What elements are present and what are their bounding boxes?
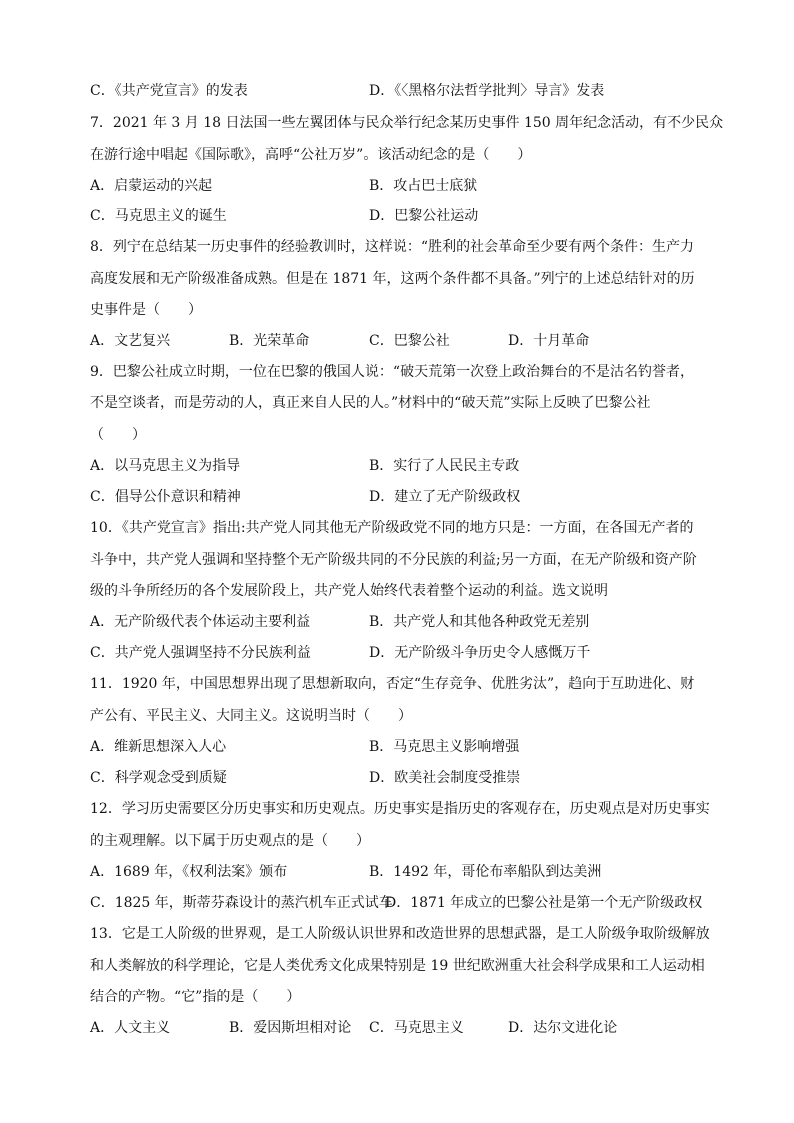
- q9-stem-line-3: （ ）: [90, 427, 146, 443]
- q11-option-a[interactable]: A．维新思想深入人心: [90, 739, 227, 755]
- q12-option-c[interactable]: C．1825 年，斯蒂芬森设计的蒸汽机车正式试车: [90, 895, 393, 911]
- q8-stem-line-1: 8．列宁在总结某一历史事件的经验教训时，这样说：“胜利的社会革命至少要有两个条件：生产力: [90, 239, 695, 255]
- q12-option-d[interactable]: D．1871 年成立的巴黎公社是第一个无产阶级政权: [385, 895, 703, 911]
- q7-option-c[interactable]: C．马克思主义的诞生: [90, 208, 227, 224]
- q13-option-b[interactable]: B．爱因斯坦相对论: [229, 1020, 352, 1036]
- q13-stem-line-2: 和人类解放的科学理论，它是人类优秀文化成果特别是 19 世纪欧洲重大社会科学成果和工人运动相: [90, 958, 705, 974]
- q6-option-d[interactable]: D．《〈黑格尔法哲学批判〉导言》发表: [369, 83, 605, 99]
- q12-option-a[interactable]: A．1689 年，《权利法案》颁布: [90, 864, 288, 880]
- q10-stem-line-3: 级的斗争所经历的各个发展阶段上，共产党人始终代表着整个运动的利益。选文说明: [90, 583, 608, 599]
- q10-option-b[interactable]: B．共产党人和其他各种政党无差别: [369, 614, 590, 630]
- q6-option-c[interactable]: C．《共产党宣言》的发表: [90, 83, 248, 99]
- q9-stem-line-1: 9．巴黎公社成立时期，一位在巴黎的俄国人说：“破天荒第一次登上政治舞台的不是沽名钓誉者，: [90, 364, 695, 380]
- q9-stem-line-2: 不是空谈者，而是劳动的人，真正来自人民的人。”材料中的“破天荒”实际上反映了巴黎公社: [90, 395, 651, 411]
- q10-option-d[interactable]: D．无产阶级斗争历史令人感慨万千: [369, 645, 591, 661]
- q8-option-c[interactable]: C．巴黎公社: [369, 333, 450, 349]
- q13-option-c[interactable]: C．马克思主义: [369, 1020, 464, 1036]
- q9-option-d[interactable]: D．建立了无产阶级政权: [369, 489, 521, 505]
- q13-stem-line-3: 结合的产物。“它”指的是（ ）: [90, 989, 301, 1005]
- q8-option-b[interactable]: B．光荣革命: [229, 333, 310, 349]
- q8-option-a[interactable]: A．文艺复兴: [90, 333, 171, 349]
- q8-option-d[interactable]: D．十月革命: [508, 333, 590, 349]
- q13-option-a[interactable]: A．人文主义: [90, 1020, 171, 1036]
- q9-option-c[interactable]: C．倡导公仆意识和精神: [90, 489, 241, 505]
- q10-stem-line-1: 10．《共产党宣言》指出:共产党人同其他无产阶级政党不同的地方只是：一方面，在各国无产者的: [90, 520, 694, 536]
- q7-option-b[interactable]: B．攻占巴士底狱: [369, 178, 478, 194]
- q7-option-d[interactable]: D．巴黎公社运动: [369, 208, 479, 224]
- q10-option-c[interactable]: C．共产党人强调坚持不分民族利益: [90, 645, 311, 661]
- q9-option-a[interactable]: A．以马克思主义为指导: [90, 458, 241, 474]
- q7-stem-line-1: 7．2021 年 3 月 18 日法国一些左翼团体与民众举行纪念某历史事件 150 周年纪念活动，有不少民众: [90, 115, 724, 131]
- q7-option-a[interactable]: A．启蒙运动的兴起: [90, 178, 213, 194]
- q11-option-c[interactable]: C．科学观念受到质疑: [90, 770, 227, 786]
- q12-option-b[interactable]: B．1492 年，哥伦布率船队到达美洲: [369, 864, 602, 880]
- q8-stem-line-3: 史事件是（ ）: [90, 302, 202, 318]
- q7-stem-line-2: 在游行途中唱起《国际歌》，高呼“公社万岁”。该活动纪念的是（ ）: [90, 147, 532, 163]
- q11-option-d[interactable]: D．欧美社会制度受推崇: [369, 770, 521, 786]
- q10-stem-line-2: 斗争中，共产党人强调和坚持整个无产阶级共同的不分民族的利益;另一方面，在无产阶级和资产阶: [90, 552, 697, 568]
- q11-stem-line-2: 产公有、平民主义、大同主义。这说明当时（ ）: [90, 708, 412, 724]
- q12-stem-line-1: 12．学习历史需要区分历史事实和历史观点。历史事实是指历史的客观存在，历史观点是对历史事实: [90, 801, 710, 817]
- q10-option-a[interactable]: A．无产阶级代表个体运动主要利益: [90, 614, 311, 630]
- q8-stem-line-2: 高度发展和无产阶级准备成熟。但是在 1871 年，这两个条件都不具备。”列宁的上述总结针对的历: [90, 271, 695, 287]
- q13-stem-line-1: 13．它是工人阶级的世界观，是工人阶级认识世界和改造世界的思想武器，是工人阶级争取阶级解放: [90, 926, 710, 942]
- q13-option-d[interactable]: D．达尔文进化论: [508, 1020, 618, 1036]
- q12-stem-line-2: 的主观理解。以下属于历史观点的是（ ）: [90, 833, 370, 849]
- q11-option-b[interactable]: B．马克思主义影响增强: [369, 739, 520, 755]
- q9-option-b[interactable]: B．实行了人民民主专政: [369, 458, 520, 474]
- q11-stem-line-1: 11．1920 年，中国思想界出现了思想新取向，否定“生存竞争、优胜劣汰”，趋向于互助进化、财: [90, 676, 695, 692]
